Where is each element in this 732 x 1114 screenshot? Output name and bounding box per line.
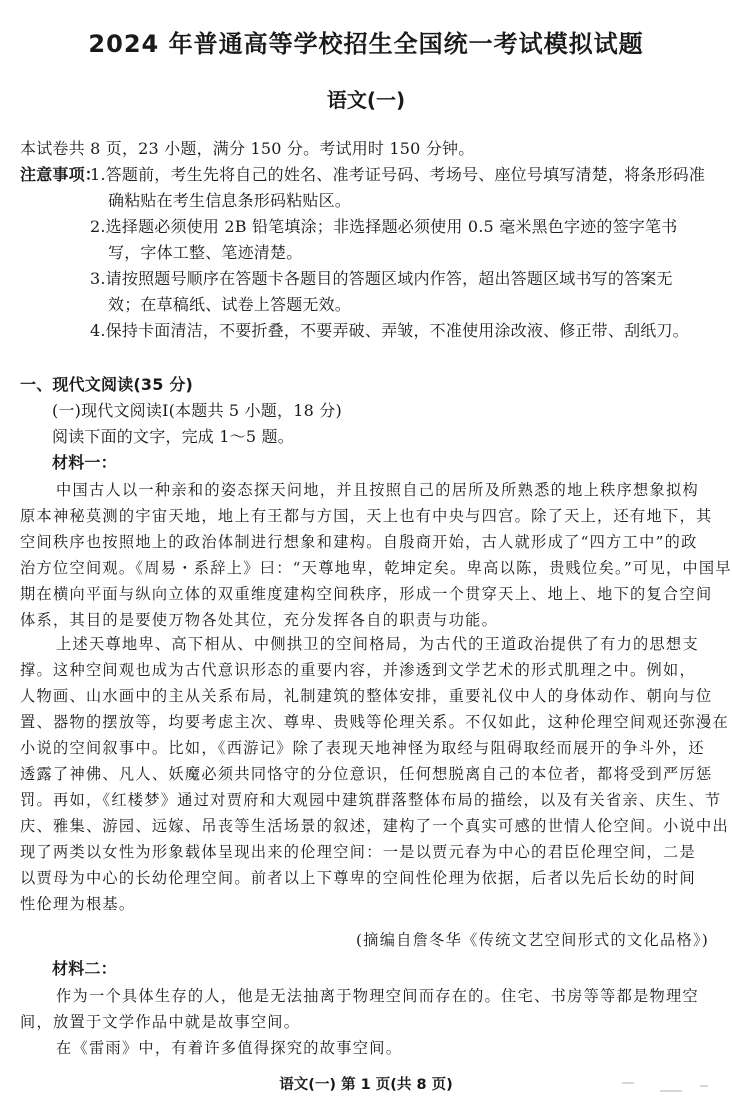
- paragraph-line: 间，放置于文学作品中就是故事空间。: [20, 1013, 301, 1031]
- paragraph-line: 置、器物的摆放等，均要考虑主次、尊卑、贵贱等伦理关系。不仅如此，这种伦理空间观还弥漫在: [20, 713, 729, 731]
- notice-line: 4.保持卡面清洁，不要折叠，不要弄破、弄皱，不准使用涂改液、修正带、刮纸刀。: [90, 321, 689, 340]
- paragraph-line: 上述天尊地卑、高下相从、中侧拱卫的空间格局，为古代的王道政治提供了有力的思想支: [56, 635, 700, 653]
- paragraph-line: 期在横向平面与纵向立体的双重维度建构空间秩序，形成一个贯穿天上、地上、地下的复合空间: [20, 585, 713, 603]
- exam-title: 2024 年普通高等学校招生全国统一考试模拟试题: [88, 30, 644, 58]
- notice-line: 写，字体工整、笔迹清楚。: [108, 243, 303, 262]
- source-citation: (摘编自詹冬华《传统文艺空间形式的文化品格》): [356, 931, 710, 949]
- notice-line: 3.请按照题号顺序在答题卡各题目的答题区域内作答，超出答题区域书写的答案无: [90, 269, 673, 288]
- paragraph-line: 中国古人以一种亲和的姿态探天问地，并且按照自己的居所及所熟悉的地上秩序想象拟构: [56, 481, 700, 499]
- paragraph-line: 体系，其目的是要使万物各处其位，充分发挥各自的职责与功能。: [20, 611, 499, 629]
- notice-line: 2.选择题必须使用 2B 铅笔填涂；非选择题必须使用 0.5 毫米黑色字迹的签字笔书: [90, 217, 678, 236]
- scan-speck: [622, 1082, 634, 1084]
- subject-subtitle: 语文(一): [326, 88, 406, 112]
- paragraph-line: 庆、雅集、游园、远嫁、吊丧等生活场景的叙述，建构了一个真实可感的世情人伦空间。小说中出: [20, 817, 729, 835]
- reading-instruction: 阅读下面的文字，完成 1～5 题。: [52, 427, 294, 446]
- paragraph-line: 治方位空间观。《周易・系辞上》曰：“天尊地卑，乾坤定矣。卑高以陈，贵贱位矣。”可见，中国早: [20, 559, 732, 577]
- paragraph-line: 撑。这种空间观也成为古代意识形态的重要内容，并渗透到文学艺术的形式肌理之中。例如，: [20, 661, 696, 679]
- notice-label: 注意事项：: [20, 165, 102, 184]
- paragraph-line: 透露了神佛、凡人、妖魔必须共同恪守的分位意识，任何想脱离自己的本位者，都将受到严厉惩: [20, 765, 713, 783]
- notice-line: 效；在草稿纸、试卷上答题无效。: [108, 295, 352, 314]
- scan-speck: [700, 1085, 708, 1087]
- paragraph-line: 人物画、山水画中的主从关系布局，礼制建筑的整体安排，重要礼仪中人的身体动作、朝向与位: [20, 687, 713, 705]
- paragraph-line: 在《雷雨》中，有着许多值得探究的故事空间。: [56, 1039, 403, 1057]
- page-footer: 语文(一) 第 1 页(共 8 页): [279, 1077, 453, 1093]
- paragraph-line: 小说的空间叙事中。比如，《西游记》除了表现天地神怪为取经与阻碍取经而展开的争斗外，还: [20, 739, 705, 757]
- material-two-label: 材料二：: [52, 959, 117, 978]
- notice-line: 1.答题前，考生先将自己的姓名、准考证号码、考场号、座位号填写清楚，将条形码准: [90, 165, 706, 184]
- notice-line: 确粘贴在考生信息条形码粘贴区。: [108, 191, 352, 210]
- paragraph-line: 原本神秘莫测的宇宙天地，地上有王都与方国，天上也有中央与四宫。除了天上，还有地下，其: [20, 507, 713, 525]
- paragraph-line: 现了两类以女性为形象载体呈现出来的伦理空间：一是以贾元春为中心的君臣伦理空间，二是: [20, 843, 696, 861]
- material-one-label: 材料一：: [52, 453, 117, 472]
- paragraph-line: 性伦理为根基。: [20, 895, 136, 913]
- scan-speck: [660, 1090, 682, 1092]
- paragraph-line: 空间秩序也按照地上的政治体制进行想象和建构。自殷商开始，古人就形成了“四方工中”的政: [20, 533, 698, 551]
- paragraph-line: 罚。再如，《红楼梦》通过对贾府和大观园中建筑群落整体布局的描绘，以及有关省亲、庆生、节: [20, 791, 722, 809]
- section-subheading: (一)现代文阅读Ⅰ(本题共 5 小题，18 分): [52, 401, 342, 420]
- paragraph-line: 作为一个具体生存的人，他是无法抽离于物理空间而存在的。住宅、书房等等都是物理空: [56, 987, 700, 1005]
- exam-intro: 本试卷共 8 页，23 小题，满分 150 分。考试用时 150 分钟。: [20, 139, 475, 158]
- section-heading: 一、现代文阅读(35 分): [20, 375, 194, 394]
- paragraph-line: 以贾母为中心的长幼伦理空间。前者以上下尊卑的空间性伦理为依据，后者以先后长幼的时间: [20, 869, 696, 887]
